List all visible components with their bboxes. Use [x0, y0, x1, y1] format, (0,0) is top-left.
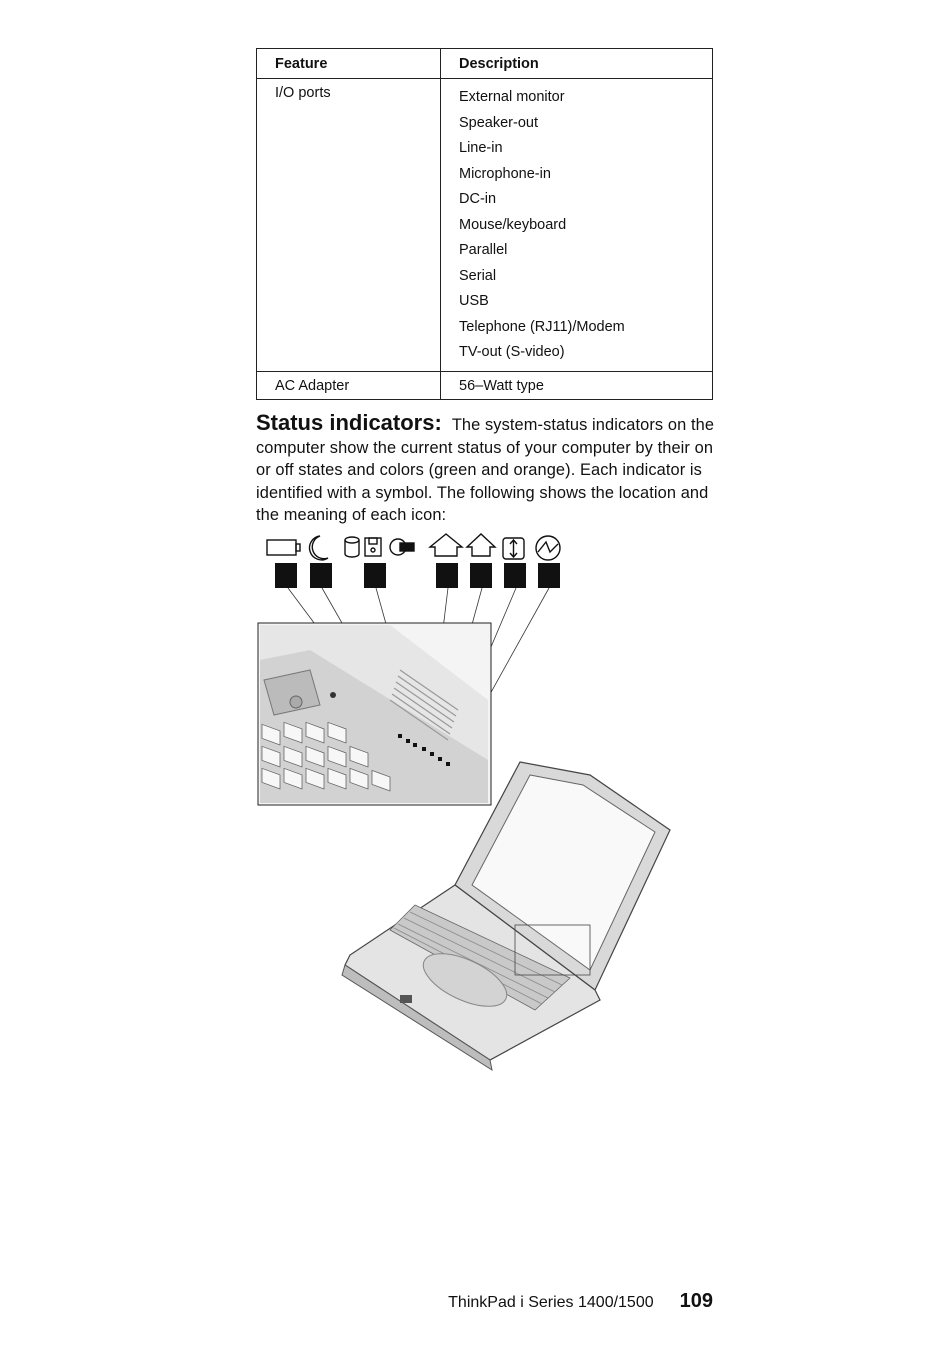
description-item: Mouse/keyboard	[459, 216, 567, 233]
description-item: Speaker-out	[459, 114, 538, 131]
laptop-illustration	[342, 762, 670, 1070]
feature-cell: I/O ports	[257, 79, 441, 372]
cdrom-icon	[390, 539, 414, 555]
capslock-arrow-icon	[467, 534, 495, 556]
closeup-inset	[258, 623, 491, 805]
status-paragraph	[256, 412, 716, 527]
section-heading: Status indicators:	[256, 410, 442, 435]
indicator-marker	[470, 563, 492, 588]
description-cell: 56–Watt type	[441, 371, 713, 399]
description-item: Telephone (RJ11)/Modem	[459, 318, 625, 335]
battery-icon	[267, 540, 300, 555]
figure-svg	[250, 530, 710, 1075]
status-body: The system-status indicators on the computer show the current status of your computer by their on or off states and colors (green and orange). Each indicator is identified with a symbol. The following shows the location and the meaning of each icon:	[256, 416, 715, 524]
indicator-marker	[504, 563, 526, 588]
page-footer	[0, 1290, 713, 1313]
indicator-marker	[436, 563, 458, 588]
table-row	[257, 79, 713, 372]
document-title: ThinkPad i Series 1400/1500	[448, 1294, 654, 1311]
description-cell	[441, 79, 713, 372]
feature-cell: AC Adapter	[257, 371, 441, 399]
indicator-marker	[275, 563, 297, 588]
scroll-lock-icon	[503, 538, 524, 559]
description-item: Microphone-in	[459, 165, 551, 182]
indicator-marker	[538, 563, 560, 588]
moon-icon	[310, 536, 328, 560]
description-item: External monitor	[459, 89, 565, 105]
header-feature: Feature	[257, 49, 441, 79]
diskette-icon	[365, 538, 381, 556]
table-header-row	[257, 49, 713, 79]
hard-disk-icon	[345, 537, 359, 557]
description-item: Line-in	[459, 140, 503, 156]
description-item: TV-out (S-video)	[459, 344, 565, 360]
header-description: Description	[441, 49, 713, 79]
feature-table	[256, 48, 713, 400]
power-icon	[536, 536, 560, 560]
indicator-marker	[310, 563, 332, 588]
indicator-marker	[364, 563, 386, 588]
numlock-arrow-icon	[430, 534, 462, 556]
table-row	[257, 371, 713, 399]
status-indicator-figure	[250, 530, 710, 1075]
description-item: Serial	[459, 267, 497, 284]
description-item: Parallel	[459, 242, 508, 258]
description-item: USB	[459, 293, 489, 309]
description-item: DC-in	[459, 191, 497, 207]
page-number: 109	[679, 1290, 713, 1312]
